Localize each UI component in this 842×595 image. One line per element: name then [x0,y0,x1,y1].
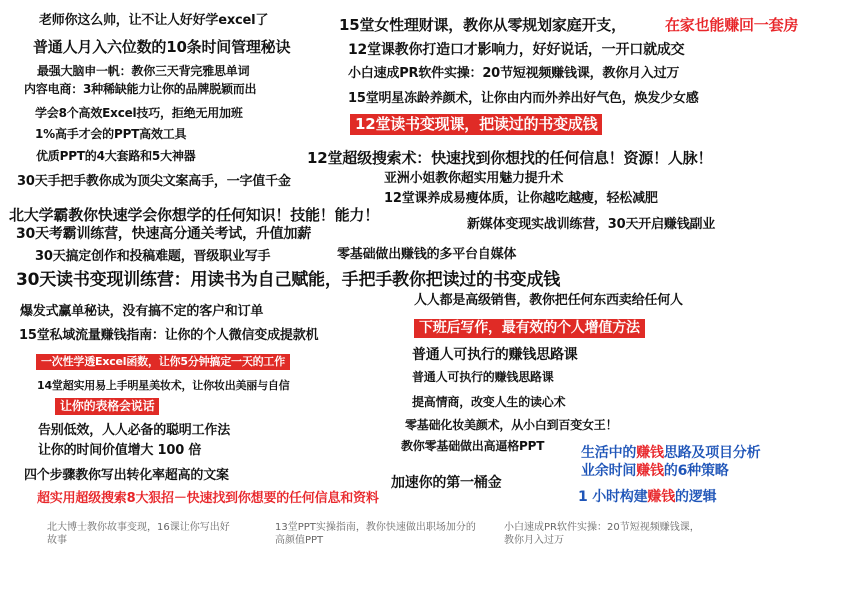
course-title: 北大学霸教你快速学会你想学的任何知识！技能！能力！ [9,206,380,224]
course-title: 零基础做出赚钱的多平台自媒体 [337,247,517,262]
course-title: 爆发式赢单秘诀，没有搞不定的客户和订单 [20,304,264,319]
footer-course-title: 北大博士教你故事变现，16课让你写出好故事 [47,522,230,546]
course-title: 15堂私域流量赚钱指南：让你的个人微信变成提款机 [19,328,319,343]
course-title: 新媒体变现实战训练营，30天开启赚钱副业 [467,217,716,232]
course-title: 最强大脑申一帆：教你三天背完雅思单词 [37,64,250,78]
course-title: 内容电商：3种稀缺能力让你的品牌脱颖而出 [24,82,257,96]
course-title: 普通人可执行的赚钱思路课 [412,370,554,384]
course-title: 超实用超级搜索8大狠招－快速找到你想要的任何信息和资料 [37,491,379,506]
course-title: 15堂明星冻龄养颜术，让你由内而外养出好气色，焕发少女感 [348,91,699,106]
course-title: 小白速成PR软件实操：20节短视频赚钱课，教你月入过万 [348,66,680,81]
course-title: 14堂超实用易上手明星美妆术，让你妆出美丽与自信 [37,379,290,392]
course-title: 学会8个高效Excel技巧，拒绝无用加班 [35,106,243,120]
course-title: 加速你的第一桶金 [391,475,502,491]
course-title: 让你的时间价值增大 100 倍 [38,443,202,458]
course-title: 30天读书变现训练营：用读书为自己赋能，手把手教你把读过的书变成钱 [16,270,561,290]
course-title: 告别低效，人人必备的聪明工作法 [38,423,231,438]
course-title-badge: 一次性学透Excel函数，让你5分钟搞定一天的工作 [36,354,290,370]
footer-course-title: 13堂PPT实操指南，教你快速做出职场加分的高颜值PPT [275,522,476,546]
course-title: 亚洲小姐教你超实用魅力提升术 [384,171,564,186]
course-title: 1%高手才会的PPT高效工具 [35,127,187,141]
course-title: 12堂超级搜索术：快速找到你想找的任何信息！资源！人脉！ [307,149,713,167]
course-title-badge: 下班后写作，最有效的个人增值方法 [414,319,645,338]
course-title: 普通人月入六位数的10条时间管理秘诀 [33,38,291,56]
course-title: 30天搞定创作和投稿难题，晋级职业写手 [35,249,271,264]
course-title: 提高情商，改变人生的读心术 [412,395,566,409]
course-title: 30天手把手教你成为顶尖文案高手，一字值千金 [17,174,291,189]
course-title: 零基础化妆美颜术，从小白到百变女王！ [405,418,618,432]
course-title-badge: 让你的表格会说话 [55,398,159,415]
course-title-blue: 生活中的赚钱思路及项目分析 [581,445,761,461]
course-title: 普通人可执行的赚钱思路课 [412,347,578,363]
footer-course-title: 小白速成PR软件实操：20节短视频赚钱课，教你月入过万 [504,522,700,546]
course-title: 12堂课教你打造口才影响力，好好说话，一开口就成交 [348,42,685,58]
course-title: 老师你这么帅，让不让人好好学excel了 [39,13,269,28]
course-title: 15堂女性理财课，教你从零规划家庭开支， [339,16,626,34]
course-title: 12堂课养成易瘦体质，让你越吃越瘦，轻松减肥 [384,191,658,206]
course-title: 优质PPT的4大套路和5大神器 [36,149,196,163]
course-title: 30天考霸训练营，快速高分通关考试，升值加薪 [16,226,312,242]
course-title: 人人都是高级销售，教你把任何东西卖给任何人 [414,293,683,308]
course-title-badge: 12堂读书变现课，把读过的书变成钱 [350,114,602,135]
course-title-blue: 1 小时构建赚钱的逻辑 [578,489,717,505]
course-title-blue: 业余时间赚钱的6种策略 [581,463,729,479]
course-title: 四个步骤教你写出转化率超高的文案 [24,468,229,483]
course-title: 教你零基础做出高逼格PPT [401,439,545,453]
course-title-highlight: 在家也能赚回一套房 [665,16,799,34]
